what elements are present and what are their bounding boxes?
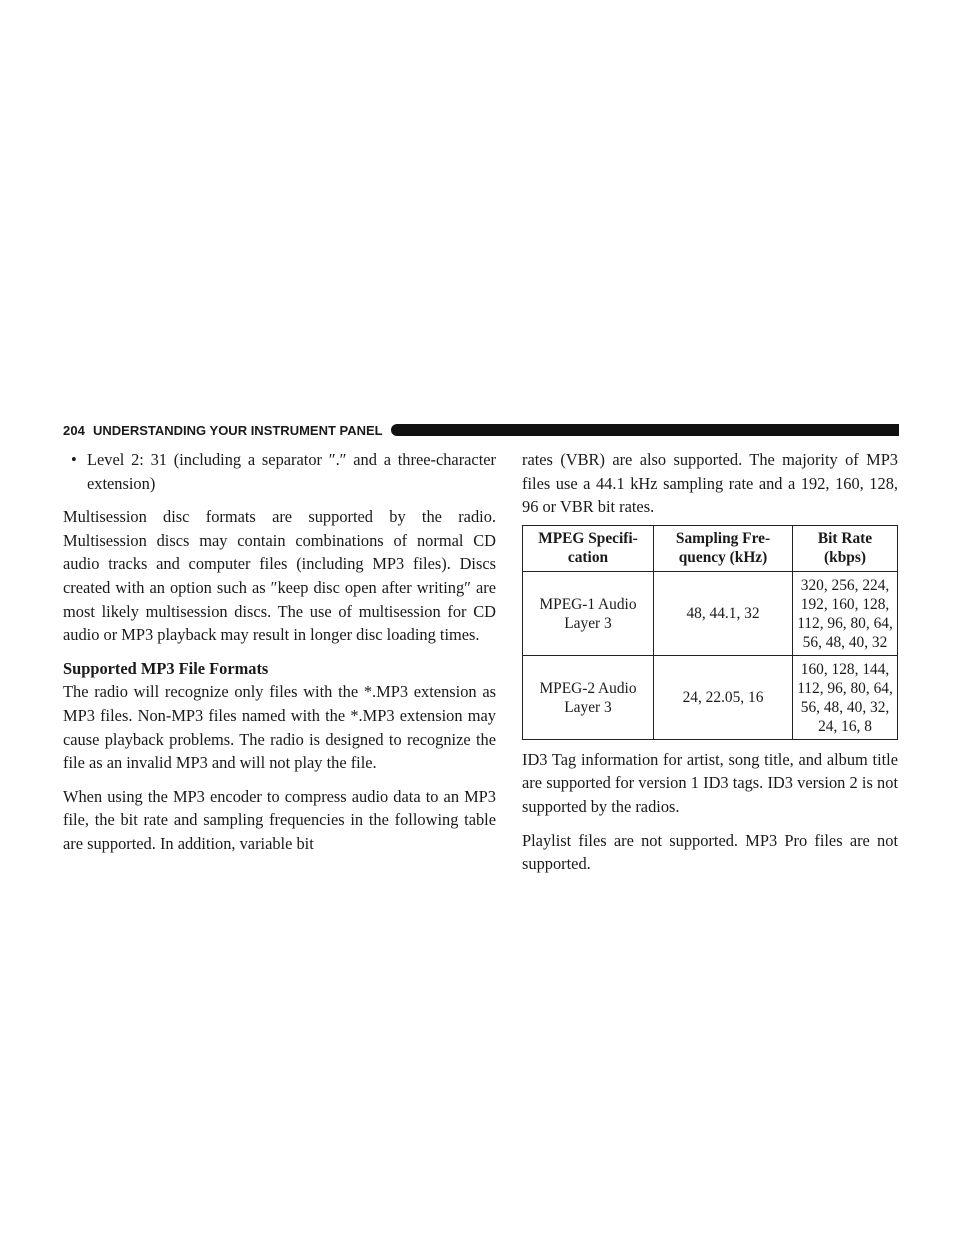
table-cell: MPEG-1 Audio Layer 3 xyxy=(523,571,654,655)
bullet-item xyxy=(63,448,496,495)
table-cell: MPEG-2 Audio Layer 3 xyxy=(523,655,654,739)
section-title: UNDERSTANDING YOUR INSTRUMENT PANEL xyxy=(93,422,383,438)
page-number: 204 xyxy=(63,422,85,438)
paragraph-multisession: Multisession disc formats are supported by the radio. Multisession discs may contain combinations of normal CD audio tracks and computer files (including MP3 files). Discs created with an option such as ″keep disc open after writing″ are most likely multisession discs. The use of multisession for CD audio or MP3 playback may result in longer disc loading times. xyxy=(63,507,496,645)
paragraph-vbr: rates (VBR) are also supported. The majority of MP3 files use a 44.1 kHz sampling rate and a 192, 160, 128, 96 or VBR bit rates. xyxy=(522,450,898,517)
left-column xyxy=(63,448,496,866)
paragraph-file-formats: The radio will recognize only files with the *.MP3 extension as MP3 files. Non-MP3 files named with the *.MP3 extension may cause playback problems. The radio is designed to recognize the file as an invalid MP3 and will not play the file. xyxy=(63,682,496,773)
table-header-cell: Sampling Fre-quency (kHz) xyxy=(654,525,793,571)
mp3-spec-table xyxy=(522,525,898,740)
table-header-cell: Bit Rate (kbps) xyxy=(793,525,898,571)
table-header-cell: MPEG Specifi-cation xyxy=(523,525,654,571)
bullet-icon: • xyxy=(71,450,77,469)
paragraph-encoder: When using the MP3 encoder to compress audio data to an MP3 file, the bit rate and sampling frequencies in the following table are supported. In addition, variable bit xyxy=(63,786,496,853)
table-header-row xyxy=(523,525,898,571)
page-header xyxy=(63,421,899,439)
table-row xyxy=(523,655,898,739)
bullet-text: Level 2: 31 (including a separator ″.″ and a three-character extension) xyxy=(87,450,496,493)
right-column xyxy=(522,448,898,886)
table-cell: 320, 256, 224, 192, 160, 128, 112, 96, 80, 64, 56, 48, 40, 32 xyxy=(793,571,898,655)
subheading-supported-formats: Supported MP3 File Formats xyxy=(63,658,269,678)
table-cell: 160, 128, 144, 112, 96, 80, 64, 56, 48, 40, 32, 24, 16, 8 xyxy=(793,655,898,739)
header-rule-bar xyxy=(391,424,899,436)
table-row xyxy=(523,571,898,655)
table-cell: 48, 44.1, 32 xyxy=(654,571,793,655)
paragraph-id3: ID3 Tag information for artist, song title, and album title are supported for version 1 ID3 tags. ID3 version 2 is not supported by the radios. xyxy=(522,749,898,816)
table-cell: 24, 22.05, 16 xyxy=(654,655,793,739)
paragraph-playlist: Playlist files are not supported. MP3 Pro files are not supported. xyxy=(522,830,898,874)
